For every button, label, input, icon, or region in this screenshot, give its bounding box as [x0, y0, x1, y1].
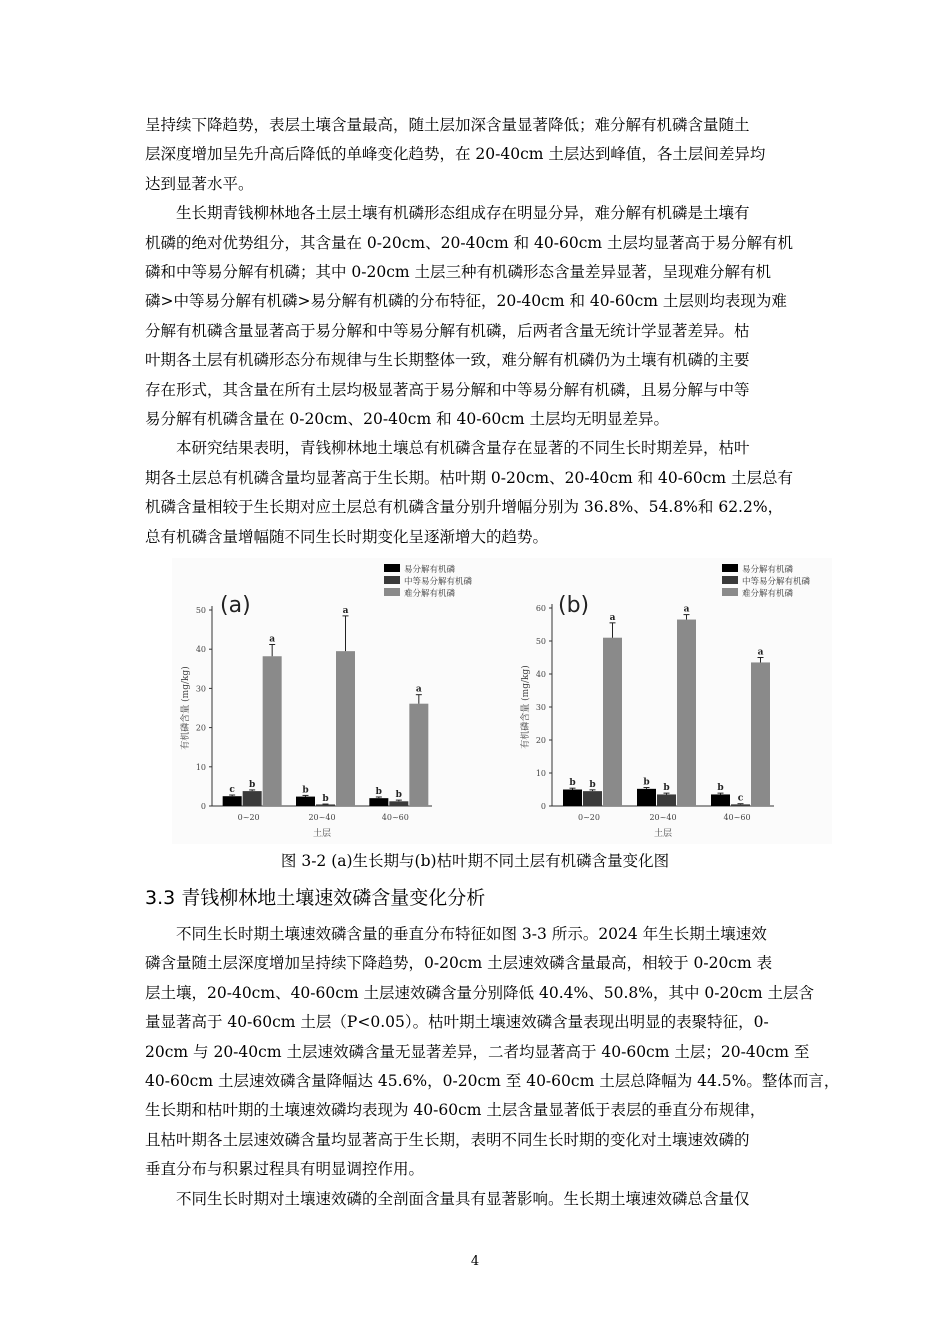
- chart-1-bar: [637, 789, 656, 806]
- page-number: 4: [470, 1254, 480, 1269]
- text-line: 存在形式，其含量在所有土层均极显著高于易分解和中等易分解有机磷，且易分解与中等: [145, 380, 750, 399]
- chart-0-significance-letter: c: [229, 785, 235, 796]
- text-line: 易分解有机磷含量在 0-20cm、20-40cm 和 40-60cm 土层均无明显差异。: [145, 410, 670, 429]
- chart-1-legend-swatch: [722, 576, 738, 584]
- chart-1-legend-label: 难分解有机磷: [742, 589, 794, 599]
- body-text-bottom: [145, 920, 840, 1214]
- chart-1-significance-letter: b: [663, 783, 670, 794]
- chart-1-y-axis-title: 有机磷含量 (mg/kg): [521, 665, 531, 749]
- text-line: 不同生长时期土壤速效磷含量的垂直分布特征如图 3-3 所示。2024 年生长期土壤速效: [145, 925, 767, 943]
- text-line: 不同生长时期对土壤速效磷的全剖面含量具有显著影响。生长期土壤速效磷总含量仅: [145, 1189, 750, 1208]
- section-heading: 3.3 青钱柳林地土壤速效磷含量变化分析: [145, 887, 486, 909]
- text-line: 机磷含量相较于生长期对应土层总有机磷含量分别升增幅分别为 36.8%、54.8%和 62.2%，: [145, 498, 784, 517]
- text-line: 本研究结果表明，青钱柳林地土壤总有机磷含量存在显著的不同生长时期差异，枯叶: [145, 439, 750, 458]
- chart-1-y-tick-label: 20: [535, 736, 546, 745]
- chart-1-y-tick-label: 50: [535, 637, 546, 646]
- chart-0-bar: [336, 651, 355, 806]
- text-line: 垂直分布与积累过程具有明显调控作用。: [145, 1160, 425, 1179]
- chart-0-legend-swatch: [384, 564, 400, 572]
- chart-0-x-tick-label: 40~60: [381, 813, 409, 822]
- chart-1-bar: [731, 804, 750, 806]
- chart-1-legend-label: 中等易分解有机磷: [742, 577, 811, 587]
- chart-1-x-tick-label: 20~40: [649, 813, 677, 822]
- chart-1-bar: [677, 620, 696, 806]
- figure-caption: 图 3-2 (a)生长期与(b)枯叶期不同土层有机磷含量变化图: [280, 852, 670, 870]
- chart-1-bar: [603, 638, 622, 806]
- chart-0-legend-label: 难分解有机磷: [404, 589, 456, 599]
- chart-0-bar: [296, 797, 315, 806]
- chart-1-bar: [657, 794, 676, 806]
- chart-1-y-tick-label: 40: [535, 670, 546, 679]
- chart-1-significance-letter: a: [609, 612, 616, 623]
- text-line: 机磷的绝对优势组分，其含量在 0-20cm、20-40cm 和 40-60cm 土层均显著高于易分解有机: [145, 233, 794, 252]
- chart-1-significance-letter: c: [737, 793, 744, 804]
- chart-0-legend-label: 易分解有机磷: [404, 565, 456, 575]
- text-line: 达到显著水平。: [145, 174, 254, 193]
- chart-0-significance-letter: b: [249, 779, 256, 790]
- chart-1-legend-swatch: [722, 588, 738, 596]
- chart-0-y-axis-title: 有机磷含量 (mg/kg): [181, 666, 191, 750]
- chart-0-bar: [263, 656, 282, 806]
- body-text-top: [145, 111, 825, 552]
- chart-0-significance-letter: b: [322, 794, 329, 805]
- text-line: 分解有机磷含量显著高于易分解和中等易分解有机磷，后两者含量无统计学显著差异。枯: [145, 321, 750, 340]
- chart-0-legend-swatch: [384, 576, 400, 584]
- chart-1-significance-letter: b: [643, 777, 650, 788]
- chart-1-panel-label: (b): [558, 593, 590, 618]
- chart-1-y-tick-label: 0: [540, 802, 546, 811]
- chart-0-significance-letter: b: [395, 790, 402, 801]
- chart-0-panel-label: (a): [220, 593, 251, 618]
- chart-0-significance-letter: a: [342, 605, 349, 616]
- chart-0-bar: [243, 791, 262, 806]
- text-line: 量显著高于 40-60cm 土层（P<0.05）。枯叶期土壤速效磷含量表现出明显的表聚特征，0-: [145, 1013, 769, 1032]
- chart-1-significance-letter: b: [569, 778, 576, 789]
- chart-0-bar: [316, 804, 335, 806]
- chart-1-y-tick-label: 10: [535, 769, 546, 778]
- chart-0-significance-letter: b: [375, 786, 382, 797]
- chart-1-significance-letter: b: [589, 779, 596, 790]
- chart-0-y-tick-label: 10: [195, 762, 206, 772]
- chart-0-bar: [223, 796, 242, 806]
- chart-0-bar: [409, 704, 428, 806]
- chart-0-legend-swatch: [384, 588, 400, 596]
- text-line: 层深度增加呈先升高后降低的单峰变化趋势，在 20-40cm 土层达到峰值，各土层间差异均: [145, 145, 766, 164]
- chart-0-bar: [389, 801, 408, 806]
- chart-1-significance-letter: b: [717, 783, 724, 794]
- text-line: 叶期各土层有机磷形态分布规律与生长期整体一致，难分解有机磷仍为土壤有机磷的主要: [145, 351, 750, 370]
- chart-0-significance-letter: a: [415, 684, 422, 695]
- chart-1-significance-letter: a: [757, 647, 764, 658]
- chart-0-y-tick-label: 20: [195, 723, 206, 733]
- text-line: 20cm 与 20-40cm 土层速效磷含量无显著差异，二者均显著高于 40-60cm 土层；20-40cm 至: [145, 1042, 810, 1061]
- text-line: 磷和中等易分解有机磷；其中 0-20cm 土层三种有机磷形态含量差异显著，呈现难分解有机: [145, 263, 772, 282]
- text-line: 呈持续下降趋势，表层土壤含量最高，随土层加深含量显著降低；难分解有机磷含量随土: [145, 116, 750, 134]
- chart-0-x-tick-label: 20~40: [308, 813, 336, 822]
- chart-1-bar: [563, 790, 582, 807]
- chart-0-bar: [369, 798, 388, 806]
- chart-1-x-axis-title: 土层: [653, 829, 673, 839]
- organic-p-bar-charts: [172, 558, 832, 844]
- chart-0-significance-letter: b: [302, 785, 309, 796]
- text-line: 期各土层总有机磷含量均显著高于生长期。枯叶期 0-20cm、20-40cm 和 40-60cm 土层总有: [145, 468, 794, 487]
- text-line: 生长期和枯叶期的土壤速效磷均表现为 40-60cm 土层含量显著低于表层的垂直分布规律，: [145, 1101, 766, 1120]
- text-line: 磷>中等易分解有机磷>易分解有机磷的分布特征，20-40cm 和 40-60cm 土层则均表现为难: [145, 292, 787, 311]
- text-line: 且枯叶期各土层速效磷含量均显著高于生长期，表明不同生长时期的变化对土壤速效磷的: [145, 1130, 750, 1149]
- chart-1-bar: [751, 662, 770, 806]
- chart-1-x-tick-label: 0~20: [578, 813, 600, 822]
- chart-1-y-tick-label: 60: [535, 604, 546, 613]
- chart-0-significance-letter: a: [269, 634, 276, 645]
- text-line: 总有机磷含量增幅随不同生长时期变化呈逐渐增大的趋势。: [145, 527, 549, 546]
- chart-0-y-tick-label: 30: [195, 684, 206, 694]
- chart-0-x-tick-label: 0~20: [237, 813, 260, 822]
- chart-1-legend-label: 易分解有机磷: [742, 565, 794, 575]
- chart-1-y-tick-label: 30: [535, 703, 546, 712]
- chart-1-bar: [711, 794, 730, 806]
- text-line: 磷含量随土层深度增加呈持续下降趋势，0-20cm 土层速效磷含量最高，相较于 0-20cm 表: [145, 954, 773, 973]
- chart-1-significance-letter: a: [683, 604, 690, 615]
- figure-3-2: [172, 558, 832, 844]
- text-line: 40-60cm 土层速效磷含量降幅达 45.6%，0-20cm 至 40-60cm 土层总降幅为 44.5%。整体而言，: [145, 1072, 840, 1091]
- text-line: 生长期青钱柳林地各土层土壤有机磷形态组成存在明显分异，难分解有机磷是土壤有: [145, 204, 750, 223]
- chart-0-y-tick-label: 0: [200, 802, 206, 811]
- chart-1-x-tick-label: 40~60: [723, 813, 751, 822]
- chart-1-bar: [583, 791, 602, 806]
- chart-0-legend-label: 中等易分解有机磷: [404, 577, 473, 587]
- chart-1-legend-swatch: [722, 564, 738, 572]
- chart-0-y-tick-label: 50: [195, 606, 206, 615]
- chart-0-x-axis-title: 土层: [312, 829, 332, 839]
- text-line: 层土壤，20-40cm、40-60cm 土层速效磷含量分别降低 40.4%、50.8%，其中 0-20cm 土层含: [145, 983, 815, 1002]
- chart-0-y-tick-label: 40: [195, 645, 206, 655]
